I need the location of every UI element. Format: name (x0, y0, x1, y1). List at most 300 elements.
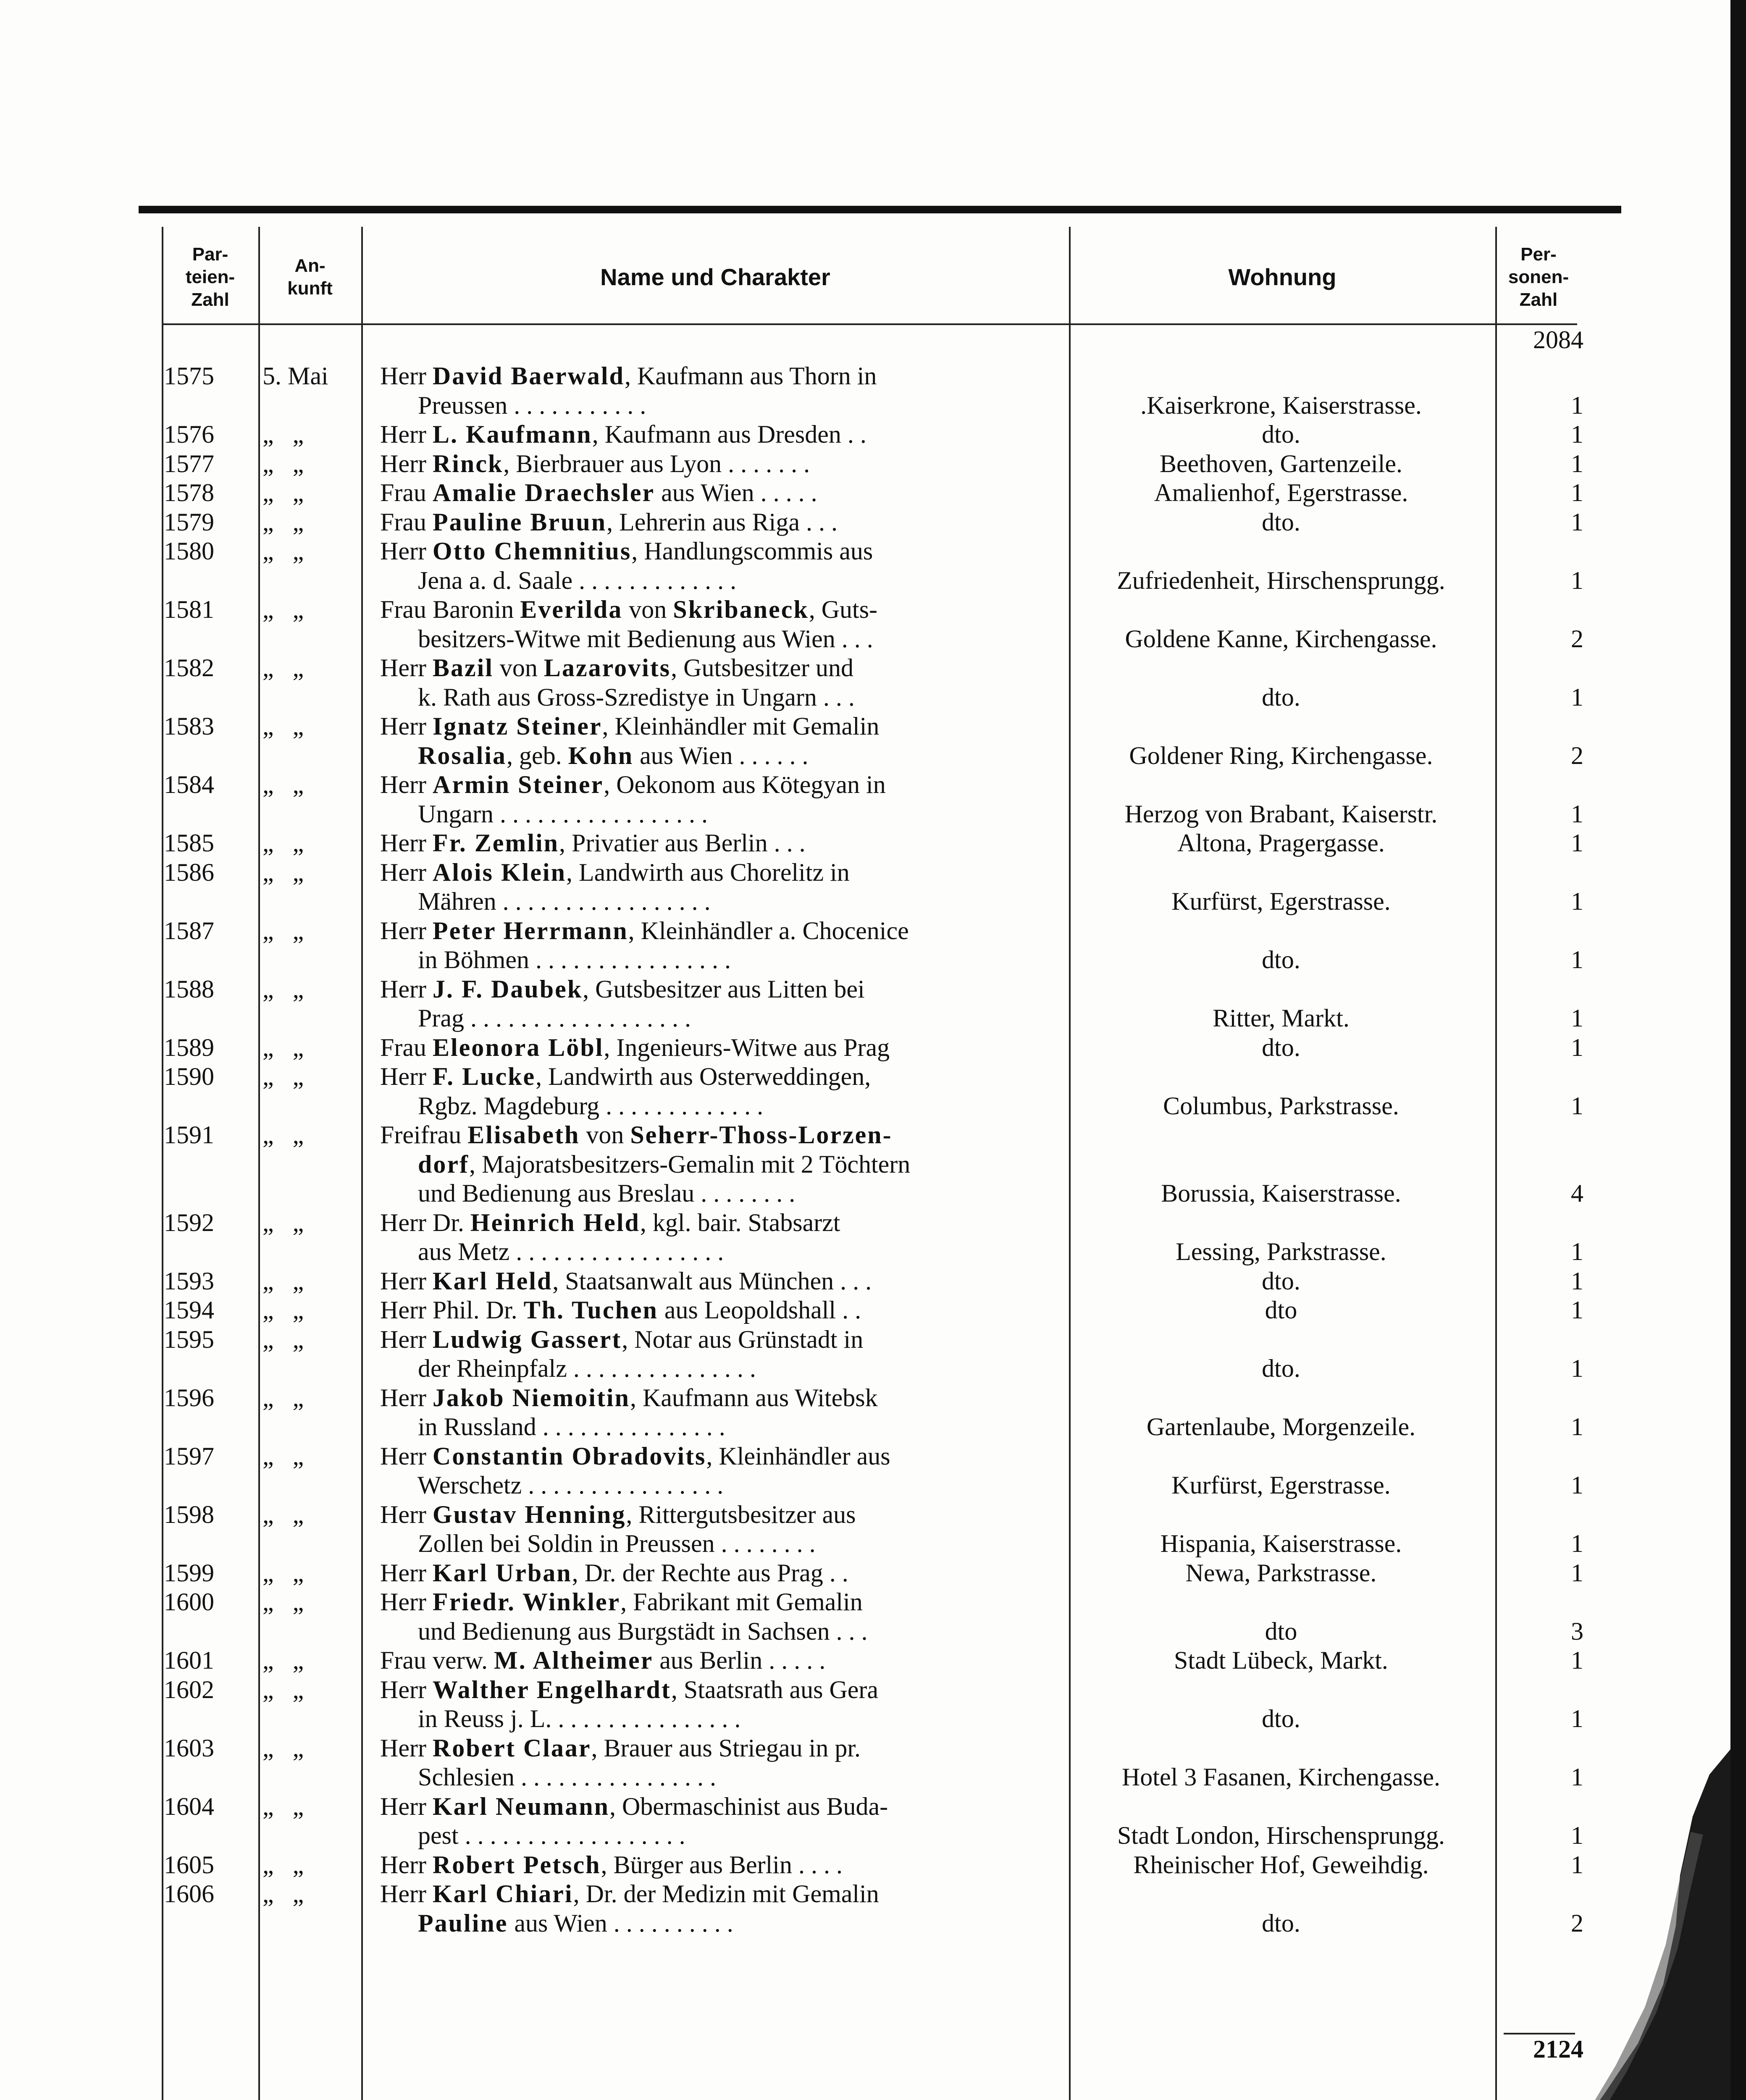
carried-sum-closing: 2124 (1533, 2035, 1583, 2063)
entry-name-line (380, 1587, 1052, 1617)
arrival-date: „ „ (263, 917, 304, 945)
lodging: Stadt London, Hirschensprungg. (1117, 1822, 1445, 1849)
entry-text: der Rheinpfalz . . . . . . . . . . . . . . . (380, 1354, 756, 1382)
entry-name-line (380, 1617, 1052, 1646)
entry-text: Herr (380, 1676, 433, 1704)
persons-count: 1 (1571, 567, 1583, 594)
entry-text: Herr (380, 1063, 433, 1090)
entry-number: 1582 (164, 654, 214, 682)
arrival-date: „ „ (263, 858, 304, 886)
person-name: Heinrich Held (470, 1209, 640, 1236)
entry-text: , Oekonom aus Kötegyan in (604, 771, 886, 798)
entry-number: 1597 (164, 1442, 214, 1470)
entry-text: , Fabrikant mit Gemalin (620, 1588, 863, 1616)
page-edge (1730, 0, 1746, 2100)
entry-text: Herr (380, 1588, 433, 1616)
arrival-date: „ „ (263, 1851, 304, 1879)
entry-number: 1604 (164, 1793, 214, 1820)
entry-name-line (380, 887, 1052, 916)
persons-count: 1 (1571, 420, 1583, 448)
person-name: Amalie Draechsler (432, 479, 655, 507)
entry-text: , Kleinhändler a. Chocenice (628, 917, 909, 945)
person-name: Elisabeth (467, 1121, 580, 1149)
lodging: Goldene Kanne, Kirchengasse. (1125, 625, 1437, 653)
persons-count: 1 (1571, 1092, 1583, 1120)
entry-name-line (380, 361, 1052, 391)
entry-text (380, 1909, 418, 1937)
entry-name-line (380, 1470, 1052, 1500)
entry-name-line (380, 1266, 1052, 1296)
arrival-date: „ „ (263, 596, 304, 623)
arrival-date: „ „ (263, 1559, 304, 1587)
entry-text: Herr (380, 829, 433, 857)
entry-name-line (380, 1675, 1052, 1704)
person-name: Kohn (568, 742, 634, 769)
entry-text: Herr (380, 712, 433, 740)
entry-text: , Staatsrath aus Gera (671, 1676, 879, 1704)
arrival-date: „ „ (263, 1734, 304, 1762)
entry-number: 1602 (164, 1676, 214, 1704)
entry-text: Herr (380, 1734, 433, 1762)
entry-text: Herr (380, 1559, 433, 1587)
entry-name-line (380, 1704, 1052, 1733)
persons-count: 2 (1571, 1909, 1583, 1937)
persons-count: 1 (1571, 1822, 1583, 1849)
lodging: Ritter, Markt. (1213, 1004, 1350, 1032)
person-name: Lazarovits (543, 654, 671, 682)
entry-name-line (380, 1120, 1052, 1150)
entry-text: , Kaufmann aus Witebsk (630, 1384, 878, 1412)
person-name: Ludwig Gassert (432, 1326, 622, 1353)
entry-name-line (380, 1062, 1052, 1091)
entry-text: in Russland . . . . . . . . . . . . . . . (380, 1413, 725, 1441)
entry-text: Herr (380, 858, 433, 886)
entry-name-line (380, 1237, 1052, 1266)
arrival-date: „ „ (263, 654, 304, 682)
entry-name-line (380, 1033, 1052, 1062)
arrival-date: „ „ (263, 1296, 304, 1324)
arrival-date: „ „ (263, 829, 304, 857)
arrival-date: „ „ (263, 975, 304, 1003)
entry-text: , Rittergutsbesitzer aus (626, 1501, 856, 1528)
person-name: Friedr. Winkler (432, 1588, 621, 1616)
entry-number: 1605 (164, 1851, 214, 1879)
arrival-date: „ „ (263, 420, 304, 448)
entry-number: 1578 (164, 479, 214, 507)
entry-name-line (380, 478, 1052, 507)
entry-name-line (380, 1441, 1052, 1471)
entry-text: aus Berlin . . . . . (653, 1646, 826, 1674)
entry-number: 1595 (164, 1326, 214, 1353)
lodging: dto. (1262, 1705, 1300, 1732)
persons-count: 1 (1571, 1413, 1583, 1441)
entry-text: Frau verw. (380, 1646, 494, 1674)
persons-count: 1 (1571, 683, 1583, 711)
entry-name-line (380, 828, 1052, 858)
top-double-rule (139, 206, 1621, 213)
persons-count: 1 (1571, 1471, 1583, 1499)
entry-name-line (380, 1412, 1052, 1441)
arrival-date: „ „ (263, 1209, 304, 1236)
lodging: dto. (1262, 946, 1300, 974)
entry-text: von (580, 1121, 630, 1149)
entry-text: aus Leopoldshall . . (658, 1296, 861, 1324)
entry-text: Herr (380, 1851, 433, 1879)
entry-number: 1583 (164, 712, 214, 740)
person-name: dorf (418, 1150, 469, 1178)
carried-sum-opening: 2084 (1533, 326, 1583, 354)
entry-text: , Obermaschinist aus Buda- (609, 1793, 888, 1820)
entry-name-line (380, 1208, 1052, 1237)
persons-count: 1 (1571, 1530, 1583, 1557)
header-wohnung: Wohnung (1228, 264, 1336, 290)
person-name: Peter Herrmann (432, 917, 628, 945)
entry-text: Herr (380, 1501, 433, 1528)
lodging: Borussia, Kaiserstrasse. (1161, 1179, 1401, 1207)
persons-count: 1 (1571, 887, 1583, 915)
header-name: Name und Charakter (600, 264, 830, 290)
entry-text: , Kaufmann aus Dresden . . (592, 420, 866, 448)
entry-text: Ungarn . . . . . . . . . . . . . . . . . (380, 800, 708, 828)
entry-name-line (380, 1500, 1052, 1529)
entry-text: Preussen . . . . . . . . . . . (380, 391, 646, 419)
person-name: Karl Chiari (432, 1880, 573, 1908)
persons-count: 1 (1571, 1267, 1583, 1295)
entry-text: , Majoratsbesitzers-Gemalin mit 2 Töchtern (469, 1150, 911, 1178)
lodging: dto. (1262, 1909, 1300, 1937)
entry-name-line (380, 391, 1052, 420)
persons-count: 1 (1571, 479, 1583, 507)
entry-text: , Guts- (809, 596, 878, 623)
person-name: Pauline Bruun (432, 508, 607, 536)
entry-text: , Kleinhändler aus (706, 1442, 890, 1470)
header-ankunft: An- kunft (287, 255, 333, 299)
arrival-date: „ „ (263, 1063, 304, 1090)
arrival-date: „ „ (263, 1880, 304, 1908)
entry-text: Herr (380, 1267, 433, 1295)
entry-name-line (380, 595, 1052, 624)
entry-text: Herr (380, 1384, 433, 1412)
entry-text: aus Wien . . . . . . (633, 742, 809, 769)
entry-text: , Dr. der Medizin mit Gemalin (573, 1880, 879, 1908)
lodging: Newa, Parkstrasse. (1185, 1559, 1377, 1587)
entry-text: , Brauer aus Striegau in pr. (591, 1734, 861, 1762)
entry-number: 1598 (164, 1501, 214, 1528)
entry-number: 1577 (164, 450, 214, 478)
entry-name-line (380, 566, 1052, 595)
entry-text: Frau (380, 1034, 433, 1061)
arrival-date: „ „ (263, 479, 304, 507)
lodging: Hotel 3 Fasanen, Kirchengasse. (1121, 1763, 1441, 1791)
person-name: Everilda (520, 596, 623, 623)
persons-count: 1 (1571, 946, 1583, 974)
entry-text: , Ingenieurs-Witwe aus Prag (604, 1034, 890, 1061)
entry-name-line (380, 858, 1052, 887)
person-name: Rinck (432, 450, 504, 478)
lodging: Gartenlaube, Morgenzeile. (1146, 1413, 1416, 1441)
lodging: Rheinischer Hof, Geweihdig. (1133, 1851, 1429, 1879)
entry-name-line (380, 711, 1052, 741)
entry-text: aus Metz . . . . . . . . . . . . . . . . . (380, 1238, 724, 1265)
entry-text: Herr (380, 771, 433, 798)
persons-count: 1 (1571, 1705, 1583, 1732)
entry-text: , Privatier aus Berlin . . . (559, 829, 806, 857)
entry-name-line (380, 1295, 1052, 1325)
lodging: dto. (1262, 683, 1300, 711)
entry-number: 1603 (164, 1734, 214, 1762)
person-name: Seherr-Thoss-Lorzen- (630, 1121, 893, 1149)
person-name: Fr. Zemlin (432, 829, 559, 857)
person-name: Th. Tuchen (523, 1296, 658, 1324)
entry-name-line (380, 1792, 1052, 1821)
arrival-date: „ „ (263, 1501, 304, 1528)
lodging: dto (1265, 1296, 1297, 1324)
entry-name-line (380, 449, 1052, 478)
entry-text: , Bierbrauer aus Lyon . . . . . . . (503, 450, 810, 478)
entry-text: in Böhmen . . . . . . . . . . . . . . . . (380, 946, 731, 974)
entry-text: , Kleinhändler mit Gemalin (602, 712, 880, 740)
arrival-date: „ „ (263, 1646, 304, 1674)
entry-text: Schlesien . . . . . . . . . . . . . . . . (380, 1763, 716, 1791)
persons-count: 1 (1571, 508, 1583, 536)
entry-number: 1581 (164, 596, 214, 623)
entry-text: aus Wien . . . . . (655, 479, 817, 507)
entry-name-line (380, 1383, 1052, 1412)
person-name: Rosalia (418, 742, 507, 769)
entry-text: , kgl. bair. Stabsarzt (640, 1209, 840, 1236)
entry-name-line (380, 653, 1052, 682)
entry-name-line (380, 1733, 1052, 1763)
person-name: Karl Neumann (432, 1793, 609, 1820)
entry-number: 1606 (164, 1880, 214, 1908)
header-parteien-zahl: Par- teien- Zahl (185, 244, 235, 310)
entry-number: 1580 (164, 537, 214, 565)
entry-name-line (380, 1179, 1052, 1208)
entry-text: und Bedienung aus Breslau . . . . . . . . (380, 1179, 796, 1207)
entry-text: Freifrau (380, 1121, 468, 1149)
page-damage-stain (1512, 1749, 1730, 2100)
entry-text: Jena a. d. Saale . . . . . . . . . . . . . (380, 567, 737, 594)
entry-number: 1584 (164, 771, 214, 798)
column-divider-left (162, 227, 163, 2100)
lodging: dto. (1262, 420, 1300, 448)
entry-text: Herr Phil. Dr. (380, 1296, 524, 1324)
entry-name-line (380, 420, 1052, 449)
person-name: Pauline (418, 1909, 508, 1937)
entry-text: aus Wien . . . . . . . . . . (508, 1909, 733, 1937)
entry-text: von (493, 654, 544, 682)
arrival-date: „ „ (263, 508, 304, 536)
arrival-date: „ „ (263, 1793, 304, 1820)
persons-count: 1 (1571, 1238, 1583, 1265)
entry-text: , Bürger aus Berlin . . . . (601, 1851, 843, 1879)
entry-text: , Notar aus Grünstadt in (622, 1326, 864, 1353)
entry-name-line (380, 1150, 1052, 1179)
entry-number: 1599 (164, 1559, 214, 1587)
arrival-date: 5. Mai (263, 362, 328, 390)
entry-text: von (622, 596, 673, 623)
person-name: Robert Petsch (432, 1851, 601, 1879)
entry-name-line (380, 916, 1052, 945)
entry-text (380, 1150, 418, 1178)
entry-number: 1589 (164, 1034, 214, 1061)
entry-text: Rgbz. Magdeburg . . . . . . . . . . . . . (380, 1092, 764, 1120)
person-name: J. F. Daubek (432, 975, 583, 1003)
entry-text: pest . . . . . . . . . . . . . . . . . . (380, 1822, 685, 1849)
column-divider (361, 227, 363, 2100)
entry-text: , Landwirth aus Chorelitz in (566, 858, 850, 886)
entry-name-line (380, 770, 1052, 799)
lodging: Herzog von Brabant, Kaiserstr. (1124, 800, 1438, 828)
entry-name-line (380, 1003, 1052, 1033)
entry-number: 1601 (164, 1646, 214, 1674)
column-divider (1069, 227, 1071, 2100)
entry-number: 1576 (164, 420, 214, 448)
lodging: Stadt Lübeck, Markt. (1174, 1646, 1388, 1674)
persons-count: 1 (1571, 1646, 1583, 1674)
arrival-date: „ „ (263, 450, 304, 478)
persons-count: 4 (1571, 1179, 1583, 1207)
lodging: dto. (1262, 1267, 1300, 1295)
entry-text (380, 742, 418, 769)
arrival-date: „ „ (263, 1442, 304, 1470)
entry-text: Herr (380, 654, 433, 682)
persons-count: 1 (1571, 1004, 1583, 1032)
person-name: Armin Steiner (432, 771, 604, 798)
person-name: Bazil (432, 654, 494, 682)
entry-text: besitzers-Witwe mit Bedienung aus Wien . . . (380, 625, 873, 653)
lodging: dto. (1262, 508, 1300, 536)
entry-number: 1600 (164, 1588, 214, 1616)
entry-name-line (380, 507, 1052, 537)
entry-text: , Staatsanwalt aus München . . . (552, 1267, 872, 1295)
person-name: Skribaneck (673, 596, 809, 623)
arrival-date: „ „ (263, 771, 304, 798)
person-name: Walther Engelhardt (432, 1676, 671, 1704)
entry-text: , Kaufmann aus Thorn in (624, 362, 877, 390)
persons-count: 1 (1571, 1763, 1583, 1791)
arrival-date: „ „ (263, 1267, 304, 1295)
person-name: Otto Chemnitius (432, 537, 632, 565)
entry-name-line (380, 799, 1052, 829)
lodging: Zufriedenheit, Hirschensprungg. (1117, 567, 1445, 594)
entry-number: 1575 (164, 362, 214, 390)
entry-name-line (380, 1821, 1052, 1850)
persons-count: 1 (1571, 450, 1583, 478)
arrival-date: „ „ (263, 1676, 304, 1704)
arrival-date: „ „ (263, 1326, 304, 1353)
entry-text: , Lehrerin aus Riga . . . (607, 508, 838, 536)
entry-name-line (380, 1850, 1052, 1880)
person-name: Karl Held (432, 1267, 553, 1295)
lodging: Kurfürst, Egerstrasse. (1171, 1471, 1391, 1499)
entry-name-line (380, 1762, 1052, 1792)
entry-number: 1593 (164, 1267, 214, 1295)
entry-text: , Handlungscommis aus (631, 537, 873, 565)
lodging: Lessing, Parkstrasse. (1176, 1238, 1386, 1265)
lodging: Hispania, Kaiserstrasse. (1160, 1530, 1402, 1557)
persons-count: 1 (1571, 1296, 1583, 1324)
entry-number: 1586 (164, 858, 214, 886)
person-name: L. Kaufmann (432, 420, 592, 448)
entry-text: und Bedienung aus Burgstädt in Sachsen . . . (380, 1617, 868, 1645)
entry-name-line (380, 1646, 1052, 1675)
entry-text: Zollen bei Soldin in Preussen . . . . . . . . (380, 1530, 816, 1557)
entry-number: 1585 (164, 829, 214, 857)
entry-text: Frau (380, 479, 433, 507)
entry-name-line (380, 1091, 1052, 1121)
entry-text: Herr (380, 1442, 433, 1470)
column-divider (1495, 227, 1497, 2100)
arrival-date: „ „ (263, 1121, 304, 1149)
persons-count: 2 (1571, 742, 1583, 769)
header-personen-zahl: Per- sonen- Zahl (1508, 244, 1569, 310)
entry-text: Herr (380, 362, 433, 390)
entry-name-line (380, 741, 1052, 770)
entry-name-line (380, 1558, 1052, 1588)
person-name: Ignatz Steiner (432, 712, 602, 740)
lodging: .Kaiserkrone, Kaiserstrasse. (1140, 391, 1422, 419)
person-name: M. Altheimer (494, 1646, 654, 1674)
entry-number: 1579 (164, 508, 214, 536)
entry-number: 1590 (164, 1063, 214, 1090)
lodging: dto. (1262, 1354, 1300, 1382)
entry-text: in Reuss j. L. . . . . . . . . . . . . . . . (380, 1705, 741, 1732)
entry-text: , geb. (507, 742, 568, 769)
entry-name-line (380, 682, 1052, 712)
entry-text: Werschetz . . . . . . . . . . . . . . . . (380, 1471, 724, 1499)
lodging: Amalienhof, Egerstrasse. (1154, 479, 1408, 507)
persons-count: 1 (1571, 391, 1583, 419)
person-name: Alois Klein (432, 858, 566, 886)
person-name: Eleonora Löbl (432, 1034, 604, 1061)
entry-text: Herr (380, 975, 433, 1003)
entry-text: , Gutsbesitzer aus Litten bei (583, 975, 865, 1003)
entry-text: Frau (380, 508, 433, 536)
entry-number: 1592 (164, 1209, 214, 1236)
entry-name-line (380, 1354, 1052, 1383)
entry-text: Frau Baronin (380, 596, 520, 623)
entry-text: Herr (380, 1793, 433, 1820)
arrival-date: „ „ (263, 1034, 304, 1061)
entry-name-line (380, 974, 1052, 1004)
entry-text: Herr Dr. (380, 1209, 470, 1236)
persons-count: 1 (1571, 1559, 1583, 1587)
entry-number: 1588 (164, 975, 214, 1003)
arrival-date: „ „ (263, 1588, 304, 1616)
person-name: Gustav Henning (432, 1501, 626, 1528)
entry-text: , Dr. der Rechte aus Prag . . (572, 1559, 848, 1587)
person-name: Karl Urban (432, 1559, 572, 1587)
entry-text: Herr (380, 420, 433, 448)
entry-number: 1591 (164, 1121, 214, 1149)
person-name: David Baerwald (432, 362, 625, 390)
person-name: Jakob Niemoitin (432, 1384, 630, 1412)
entry-text: Prag . . . . . . . . . . . . . . . . . . (380, 1004, 691, 1032)
entry-text: Mähren . . . . . . . . . . . . . . . . . (380, 887, 711, 915)
entry-name-line (380, 1529, 1052, 1558)
entry-text: Herr (380, 917, 433, 945)
arrival-date: „ „ (263, 537, 304, 565)
persons-count: 2 (1571, 625, 1583, 653)
entry-name-line (380, 624, 1052, 654)
lodging: Kurfürst, Egerstrasse. (1171, 887, 1391, 915)
entry-text: Herr (380, 1880, 433, 1908)
person-name: Constantin Obradovits (432, 1442, 706, 1470)
entry-text: Herr (380, 450, 433, 478)
lodging: Altona, Pragergasse. (1177, 829, 1385, 857)
entry-name-line (380, 1908, 1052, 1938)
